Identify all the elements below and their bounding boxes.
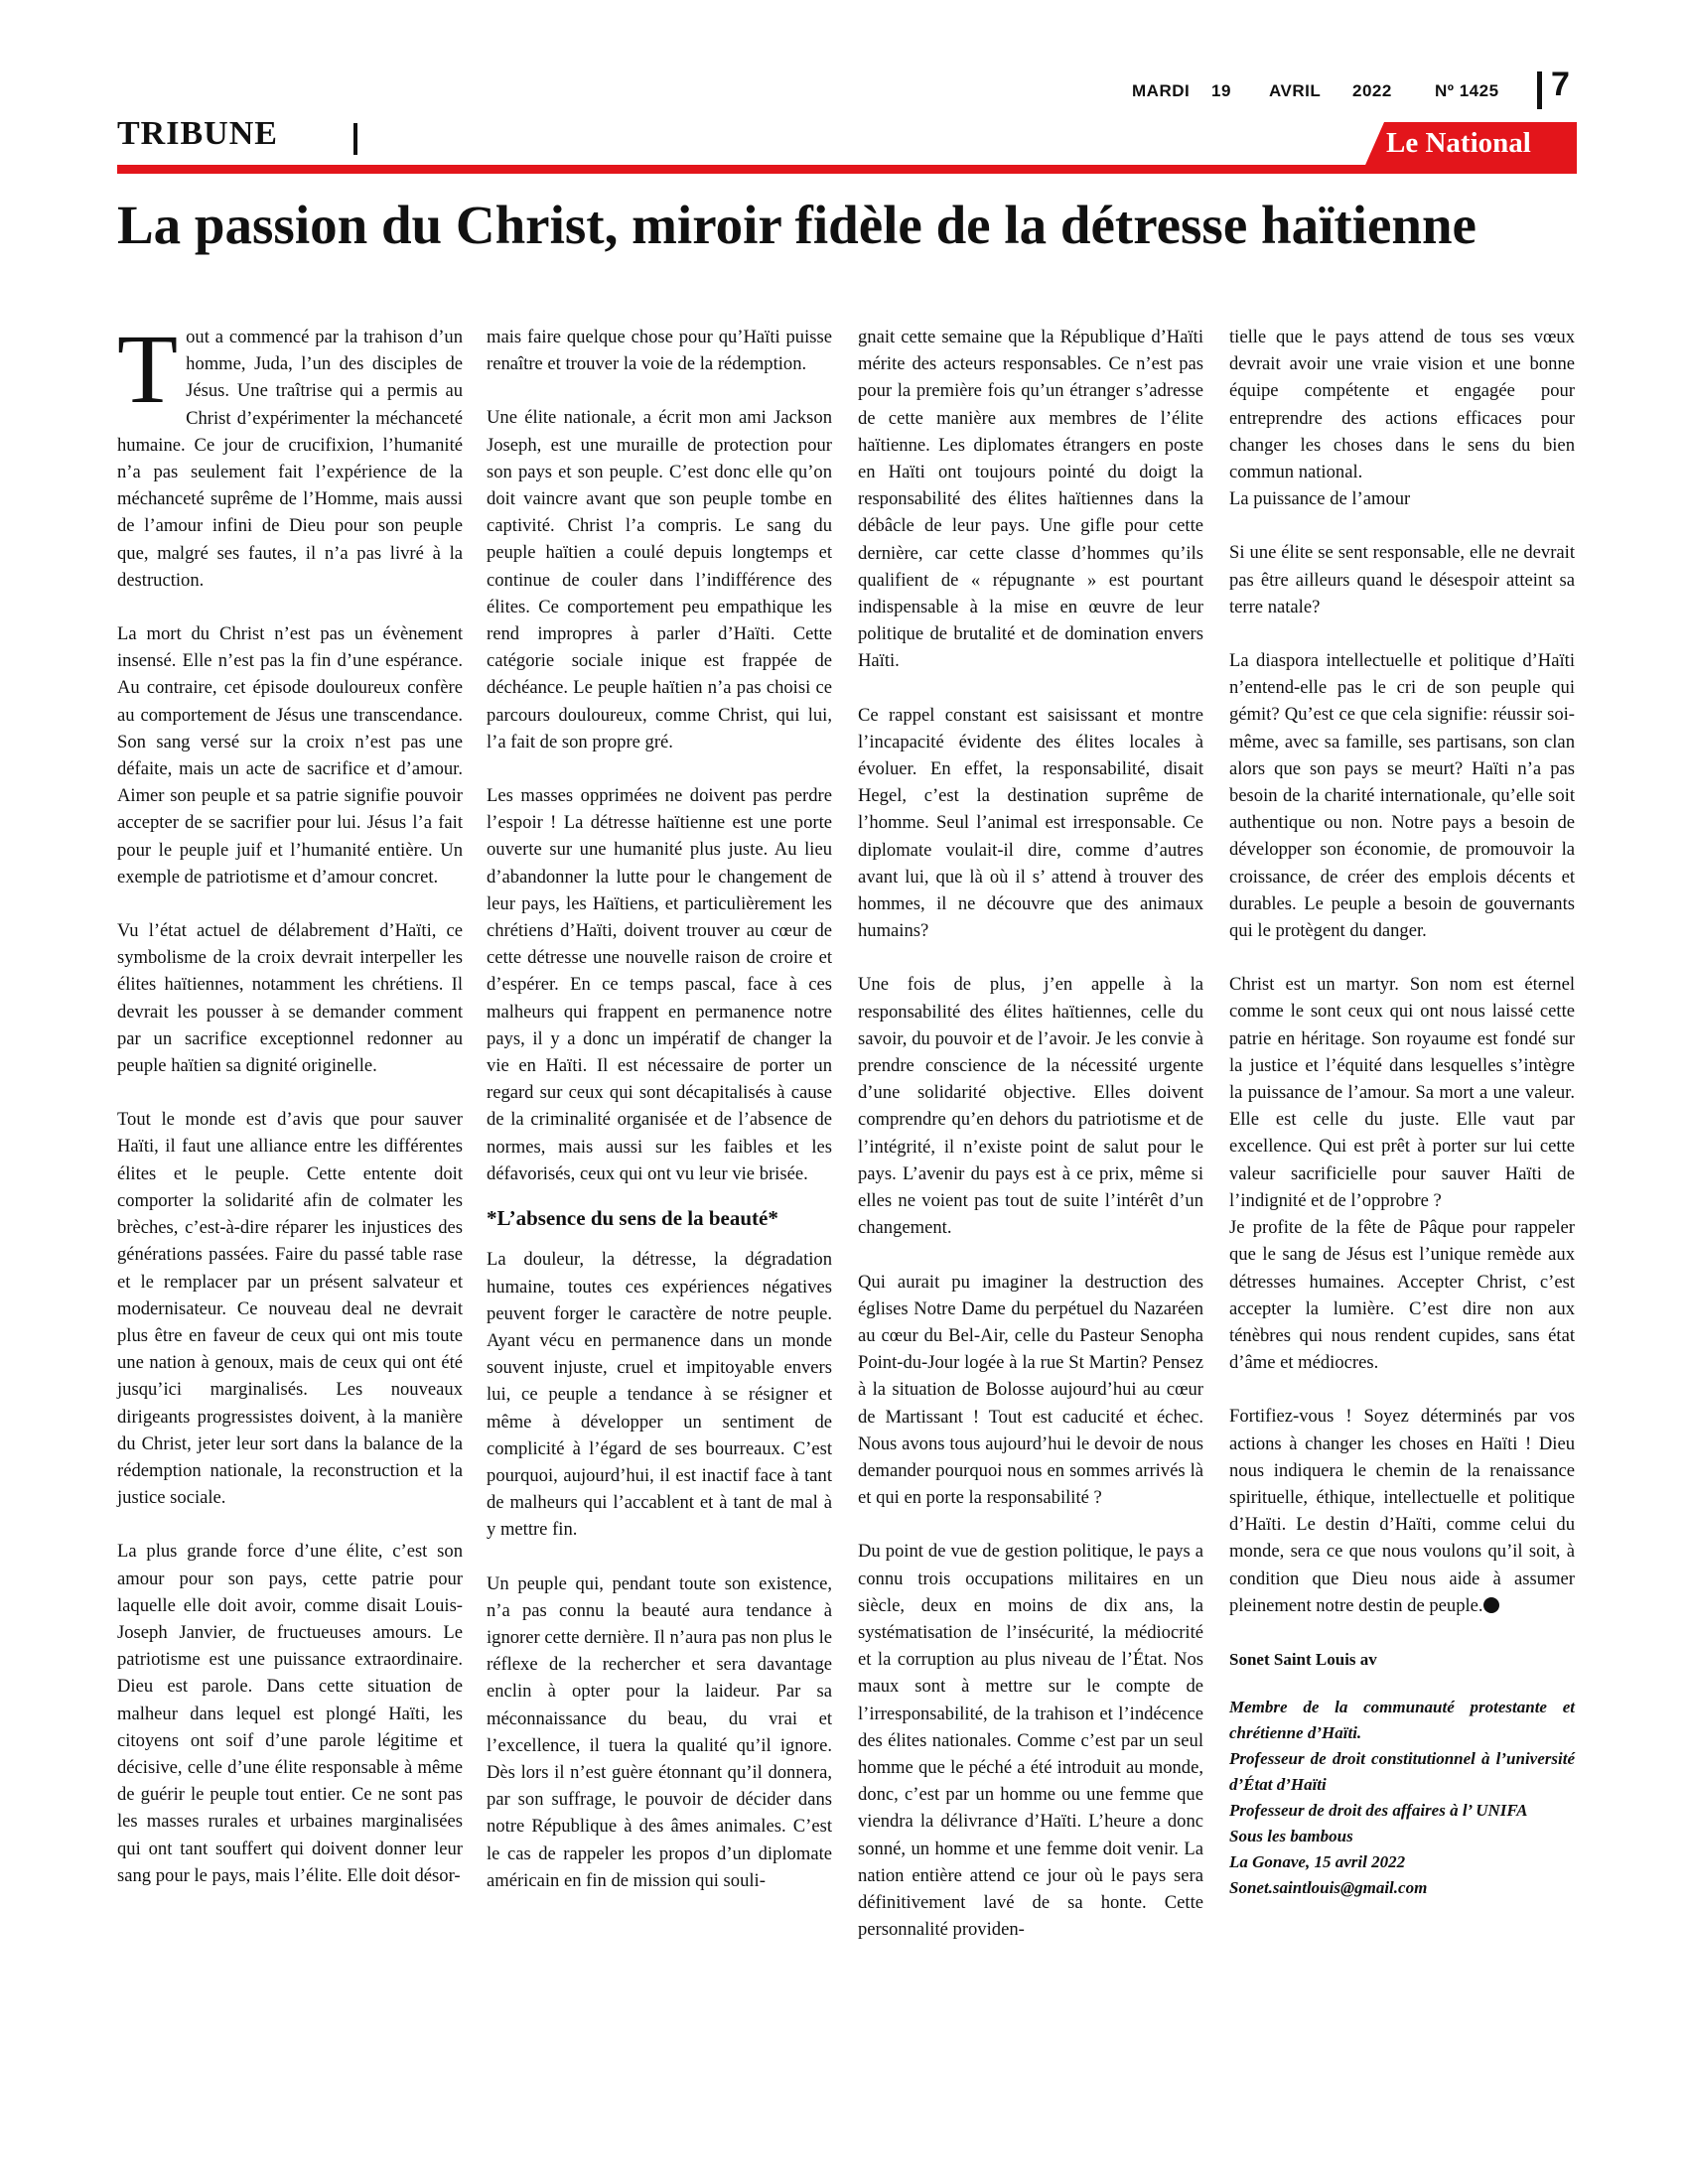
paragraph: Tout le monde est d’avis que pour sauver Haïti, il faut une alliance entre les différentes élites et le peuple. Cette entente doit comporter la solidarité afin de colmater les brèches, c’est-à-dire réparer les injustices des générations passées. Faire du passé table rase et le remplacer par un présent salvateur et modernisateur. Ce nouveau deal ne devrait plus être en faveur de ceux qui ont mis toute une nation à genoux, mais de ceux qui ont été jusqu’ici marginalisés. Les nouveaux dirigeants progressistes doivent, à la manière du Christ, jeter leur sort dans la balance de la rédemption nationale, la reconstruction et la justice sociale. xyxy=(117,1109,463,1509)
paragraph: Une fois de plus, j’en appelle à la responsabilité des élites haïtiennes, celle du savoir, du pouvoir et de l’avoir. Je les convie à prendre conscience de la nécessité urgente d’une solidarité objective. Elles doivent comprendre qu’en dehors du patriotisme et de l’intégrité, il n’existe point de salut pour le pays. L’avenir du pays est à ce prix, même si elles ne voient pas tout de suite l’intérêt d’un changement. xyxy=(858,974,1203,1239)
author-email: Sonet.saintlouis@gmail.com xyxy=(1229,1878,1428,1898)
article-title: La passion du Christ, miroir fidèle de la détresse haïtienne xyxy=(117,195,1477,255)
paragraph: La mort du Christ n’est pas un évènement insensé. Elle n’est pas la fin d’une espérance. Au contraire, cet épisode douloureux confère au comportement de Jésus une transcendance. Son sang versé sur la croix n’est pas une défaite, mais un acte de sacrifice et d’amour. Aimer son peuple et sa patrie signifie pouvoir accepter de se sacrifier pour lui. Jésus l’a fait pour le peuple juif et l’humanité entière. Un exemple de patriotisme et d’amour concret. xyxy=(117,623,463,887)
end-mark-icon xyxy=(1483,1597,1499,1613)
column-4 xyxy=(1229,324,1575,1901)
date-year: 2022 xyxy=(1352,81,1392,100)
page-number-divider xyxy=(1537,71,1542,109)
bio-line: Professeur de droit des affaires à l’ UNIFA xyxy=(1229,1801,1528,1821)
column-1 xyxy=(117,314,463,1916)
brand-name: Le National xyxy=(1386,127,1531,159)
drop-cap: T xyxy=(117,314,179,424)
page-number: 7 xyxy=(1551,66,1570,103)
bio-line: Professeur de droit constitutionnel à l’université d’État d’Haïti xyxy=(1229,1749,1575,1795)
paragraph: La diaspora intellectuelle et politique d’Haïti n’entend-elle pas le cri de son peuple qui gémit? Qu’est ce que cela signifie: réussir soi-même, avec sa famille, ses partisans, son clan alors que son pays se meurt? Haïti n’a pas besoin de la charité internationale, qu’elle soit authentique ou non. Notre pays a besoin de développer son économie, de promouvoir la croissance, de créer des emplois décents et durables. Le peuple a besoin de gouvernants qui le protègent du danger. xyxy=(1229,650,1575,942)
paragraph: Un peuple qui, pendant toute son existence, n’a pas connu la beauté aura tendance à ignorer cette dernière. Il n’aura pas non plus le réflexe de la rechercher et sera davantage enclin à opter pour la laideur. Par sa méconnaissance du beau, du vrai et l’excellence, il tuera la qualité qu’il ignore. Dès lors il n’est guère étonnant qu’il donnera, par son suffrage, le pouvoir de décider dans notre République à des âmes animales. C’est le cas de rappeler les propos d’un diplomate américain en fin de mission qui souli- xyxy=(487,1572,832,1891)
bio-line: Sous les bambous xyxy=(1229,1827,1353,1846)
paragraph: mais faire quelque chose pour qu’Haïti puisse renaître et trouver la voie de la rédemption. xyxy=(487,327,832,375)
bio-line: Membre de la communauté protestante et chrétienne d’Haïti. xyxy=(1229,1698,1575,1743)
section-divider xyxy=(353,123,357,155)
date-day: 19 xyxy=(1211,81,1231,100)
paragraph: Tout a commencé par la trahison d’un homme, Juda, l’un des disciples de Jésus. Une traîtrise qui a permis au Christ d’expérimenter la méchanceté humaine. Ce jour de crucifixion, l’humanité n’a pas seulement fait l’expérience de la méchanceté suprême de l’Homme, mais aussi de l’amour infini de Dieu pour son peuple que, malgré ses fautes, il n’a pas livré à la destruction. xyxy=(117,314,463,591)
issue-number: Nº 1425 xyxy=(1435,81,1499,100)
paragraph: La douleur, la détresse, la dégradation humaine, toutes ces expériences négatives peuvent forger le caractère de notre peuple. Ayant vécu en permanence dans un monde souvent injuste, cruel et impitoyable envers lui, ce peuple a tendance à se résigner et même à développer un sentiment de complicité à l’égard de ses bourreaux. C’est pourquoi, aujourd’hui, il est inactif face à tant de malheurs qui l’accablent et à tant de mal à y mettre fin. xyxy=(487,1249,832,1541)
author-bio xyxy=(1229,1695,1575,1901)
paragraph: Ce rappel constant est saisissant et montre l’incapacité évidente des élites locales à évoluer. En effet, la responsabilité, disait Hegel, c’est la destination suprême de l’homme. Seul l’animal est irresponsable. Ce diplomate voulait-il dire, comme d’autres avant lui, que là où il s’ attend à trouver des hommes, il ne découvre que des animaux humains? xyxy=(858,704,1203,942)
header-rule xyxy=(117,165,1577,174)
paragraph: Fortifiez-vous ! Soyez déterminés par vos actions à changer les choses en Haïti ! Dieu nous indiquera le chemin de la renaissance spirituelle, éthique, intellectuelle et politique d’Haïti. Le destin d’Haïti, comme celui du monde, sera ce que nous voulons qu’il soit, à condition que Dieu nous aide à assumer pleinement notre destin de peuple. xyxy=(1229,1406,1575,1616)
column-2 xyxy=(487,324,832,1921)
paragraph: Une élite nationale, a écrit mon ami Jackson Joseph, est une muraille de protection pour son pays et son peuple. C’est donc elle qu’on doit vaincre avant que son peuple tombe en captivité. Christ l’a compris. Le sang du peuple haïtien a coulé depuis longtemps et continue de couler dans l’indifférence des élites. Ce comportement peu empathique les rend impropres à parler d’Haïti. Cette catégorie sociale inique est frappée de déchéance. Le peuple haïtien n’a pas choisi ce parcours douloureux, comme Christ, qui lui, l’a fait de son propre gré. xyxy=(487,407,832,752)
paragraph: Vu l’état actuel de délabrement d’Haïti, ce symbolisme de la croix devrait interpeller les élites haïtiennes, notamment les chrétiens. Il devrait les pousser à se demander comment par un sacrifice exceptionnel redonner au peuple haïtien sa dignité originelle. xyxy=(117,920,463,1077)
weekday: MARDI xyxy=(1132,81,1191,100)
date-month: AVRIL xyxy=(1269,81,1322,100)
paragraph: gnait cette semaine que la République d’Haïti mérite des acteurs responsables. Ce n’est pas pour la première fois qu’un étranger s’adresse de cette manière aux membres de l’élite haïtienne. Les diplomates étrangers en poste en Haïti ont toujours pointé du doigt la responsabilité des élites haïtiennes dans la débâcle de leur pays. Une gifle pour cette dernière, car cette classe d’hommes qu’ils qualifient de « répugnante » est pourtant indispensable à la mise en œuvre de leur politique de brutalité et de domination envers Haïti. xyxy=(858,327,1203,672)
inline-heading: La puissance de l’amour xyxy=(1229,488,1411,510)
subheading: *L’absence du sens de la beauté* xyxy=(487,1206,778,1231)
paragraph: La plus grande force d’une élite, c’est son amour pour son pays, cette patrie pour laquelle elle doit avoir, comme disait Louis-Joseph Janvier, de fructueuses amours. Le patriotisme est une puissance extraordinaire. Dieu est parole. Dans cette situation de malheur dans lequel est plongé Haïti, les citoyens ont soif d’une parole légitime et décisive, celle d’une élite responsable à même de guérir le peuple tout entier. Ce ne sont pas les masses rurales et urbaines marginalisées qui ont tant souffert qui doivent donner leur sang pour le pays, mais l’élite. Elle doit désor- xyxy=(117,1541,463,1886)
paragraph: tielle que le pays attend de tous ses vœux devrait avoir une vraie vision et une bonne équipe compétente et engagée pour entreprendre des actions efficaces pour changer les choses dans le sens du bien commun national. xyxy=(1229,327,1575,483)
paragraph: Les masses opprimées ne doivent pas perdre l’espoir ! La détresse haïtienne est une porte ouverte sur une humanité plus juste. Au lieu d’abandonner la lutte pour le changement de leur pays, les Haïtiens, et particulièrement les chrétiens d’Haïti, doivent trouver au cœur de cette détresse une nouvelle raison de croire et d’espérer. En ce temps pascal, face à ces malheurs qui frappent en permanence notre pays, il y a donc un impératif de changer la vie en Haïti. Il est nécessaire de porter un regard sur ceux qui sont décapitalisés à cause de la criminalité organisée et de l’absence de normes, mais aussi sur les faibles et les défavorisés, ceux qui ont vu leur vie brisée. xyxy=(487,785,832,1184)
paragraph: Du point de vue de gestion politique, le pays a connu trois occupations militaires en un siècle, deux en moins de dix ans, la systématisation de l’insécurité, la médiocrité et la corruption au plus niveau de l’État. Nos maux sont à mettre sur le compte de l’irresponsabilité, de la trahison et l’indécence des élites nationales. Comme c’est par un seul homme que le péché a été introduit au monde, donc, c’est par un homme ou une femme que viendra la délivrance d’Haïti. L’heure a donc sonné, un homme et une femme doit venir. La nation entière attend ce jour où le pays sera définitivement lavé de sa honte. Cette personnalité providen- xyxy=(858,1541,1203,1941)
column-3 xyxy=(858,324,1203,1970)
paragraph: Je profite de la fête de Pâque pour rappeler que le sang de Jésus est l’unique remède aux détresses humaines. Accepter Christ, c’est accepter la lumière. C’est dire non aux ténèbres qui nous rendent cupides, sans état d’âme et médiocres. xyxy=(1229,1217,1575,1374)
paragraph: Qui aurait pu imaginer la destruction des églises Notre Dame du perpétuel du Nazaréen au cœur du Bel-Air, celle du Pasteur Senopha Point-du-Jour logée à la rue St Martin? Pensez à la situation de Bolosse aujourd’hui au cœur de Martissant ! Tout est caducité et échec. Nous avons tous aujourd’hui le devoir de nous demander pourquoi nous en sommes arrivés là et qui en porte la responsabilité ? xyxy=(858,1271,1203,1509)
author-signature: Sonet Saint Louis av xyxy=(1229,1649,1377,1669)
bio-line: La Gonave, 15 avril 2022 xyxy=(1229,1852,1406,1872)
paragraph: Si une élite se sent responsable, elle ne devrait pas être ailleurs quand le désespoir atteint sa terre natale? xyxy=(1229,542,1575,617)
section-label: TRIBUNE xyxy=(117,115,278,152)
paragraph: Christ est un martyr. Son nom est éternel comme le sont ceux qui ont nous laissé cette patrie en héritage. Son royaume est fondé sur la justice et l’équité dans lesquelles s’intègre la puissance de l’amour. Sa mort a une valeur. Elle est celle du juste. Elle vaut par excellence. Qui est prêt à porter sur lui cette valeur sacrificielle pour sauver Haïti de l’indignité et de l’opprobre ? xyxy=(1229,974,1575,1211)
